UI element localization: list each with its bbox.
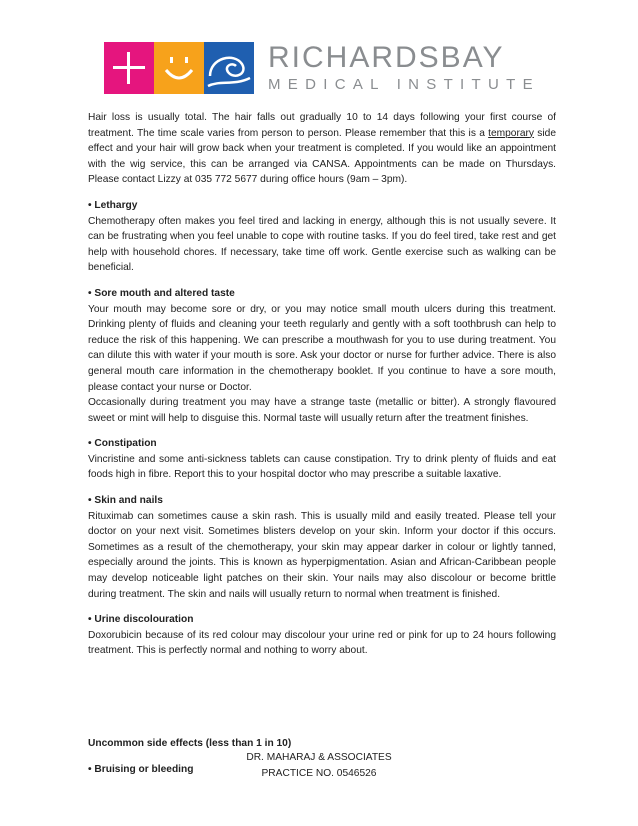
brand-name: RICHARDSBAY [268, 41, 505, 74]
uncommon-heading: Uncommon side effects (less than 1 in 10) [88, 738, 292, 749]
section-heading-lethargy: • Lethargy [88, 199, 138, 211]
brand-text [268, 42, 540, 94]
section-paragraph: Occasionally during treatment you may have a strange taste (metallic or bitter). A strongly flavoured sweet or mint will help to disguise this. Normal taste will usually return after the treatment finishes. [88, 397, 556, 424]
plus-icon [104, 42, 154, 94]
brand-subtitle: MEDICAL INSTITUTE [268, 76, 540, 93]
section-paragraph: Vincristine and some anti-sickness tablets can cause constipation. Try to drink plenty of fluids and eat foods high in fibre. Report this to your hospital doctor who may prescribe a suitable laxative. [88, 453, 556, 481]
intro-paragraph: Hair loss is usually total. The hair falls out gradually 10 to 14 days following your first course of treatment. The time scale varies from person to person. Please remember that this is a temporary side effect and your hair will grow back when your treatment is completed. If you would like an appointment with the wig service, this can be arranged via CANSA. Appointments can be made on Thursdays. Please contact Lizzy at 035 772 5677 during office hours (9am – 3pm). [88, 112, 556, 186]
section-heading-urine: • Urine discolouration [88, 614, 194, 626]
section-heading-sore-mouth: • Sore mouth and altered taste [88, 287, 235, 299]
footer-line-1: DR. MAHARAJ & ASSOCIATES [246, 752, 392, 763]
section-paragraph: Your mouth may become sore or dry, or you may notice small mouth ulcers during this treatment. Drinking plenty of fluids and cleaning your teeth regularly and gently with a soft toothbrush can help to reduce the risk of this happening. We can prescribe a mouthwash for you to use during treatment. You can dilute this with water if your mouth is sore. Ask your doctor or nurse for further advice. There is also general mouth care information in the chemotherapy booklet. If you continue to have a sore mouth, please contact your nurse or Doctor. [88, 303, 556, 393]
logo [104, 42, 540, 94]
document-body [88, 110, 556, 777]
temporary-underlined: temporary [488, 127, 535, 139]
section-paragraph: Rituximab can sometimes cause a skin rash. This is usually mild and easily treated. Please tell your doctor on your next visit. Sometimes blisters develop on your skin. Inform your doctor if this occurs. Sometimes as a result of the chemotherapy, your skin may appear darker in colour or lightly tanned, especially around the joints. This is known as hyperpigmentation. Asian and African-Caribbean people may develop noticeable light patches on their skin. Your nails may also discolour or become brittle during treatment. The skin and nails will usually return to normal when treatment is finished. [88, 510, 556, 600]
section-paragraph: Chemotherapy often makes you feel tired and lacking in energy, although this is not usually severe. It can be frustrating when you feel unable to cope with routine tasks. If you do feel tired, take rest and get help with household chores. If necessary, take time off work. Gentle exercise such as walking can be beneficial. [88, 215, 556, 274]
footer [0, 750, 638, 782]
section-paragraph: Doxorubicin because of its red colour may discolour your urine red or pink for up to 24 hours following treatment. This is perfectly normal and nothing to worry about. [88, 629, 556, 657]
smiley-icon [154, 42, 204, 94]
section-heading-skin-nails: • Skin and nails [88, 495, 163, 507]
bruising-heading: • Bruising or bleeding [88, 763, 194, 775]
section-heading-constipation: • Constipation [88, 438, 157, 450]
wave-icon [204, 42, 254, 94]
footer-line-2: PRACTICE NO. 0546526 [261, 768, 377, 779]
logo-tiles [104, 42, 254, 94]
